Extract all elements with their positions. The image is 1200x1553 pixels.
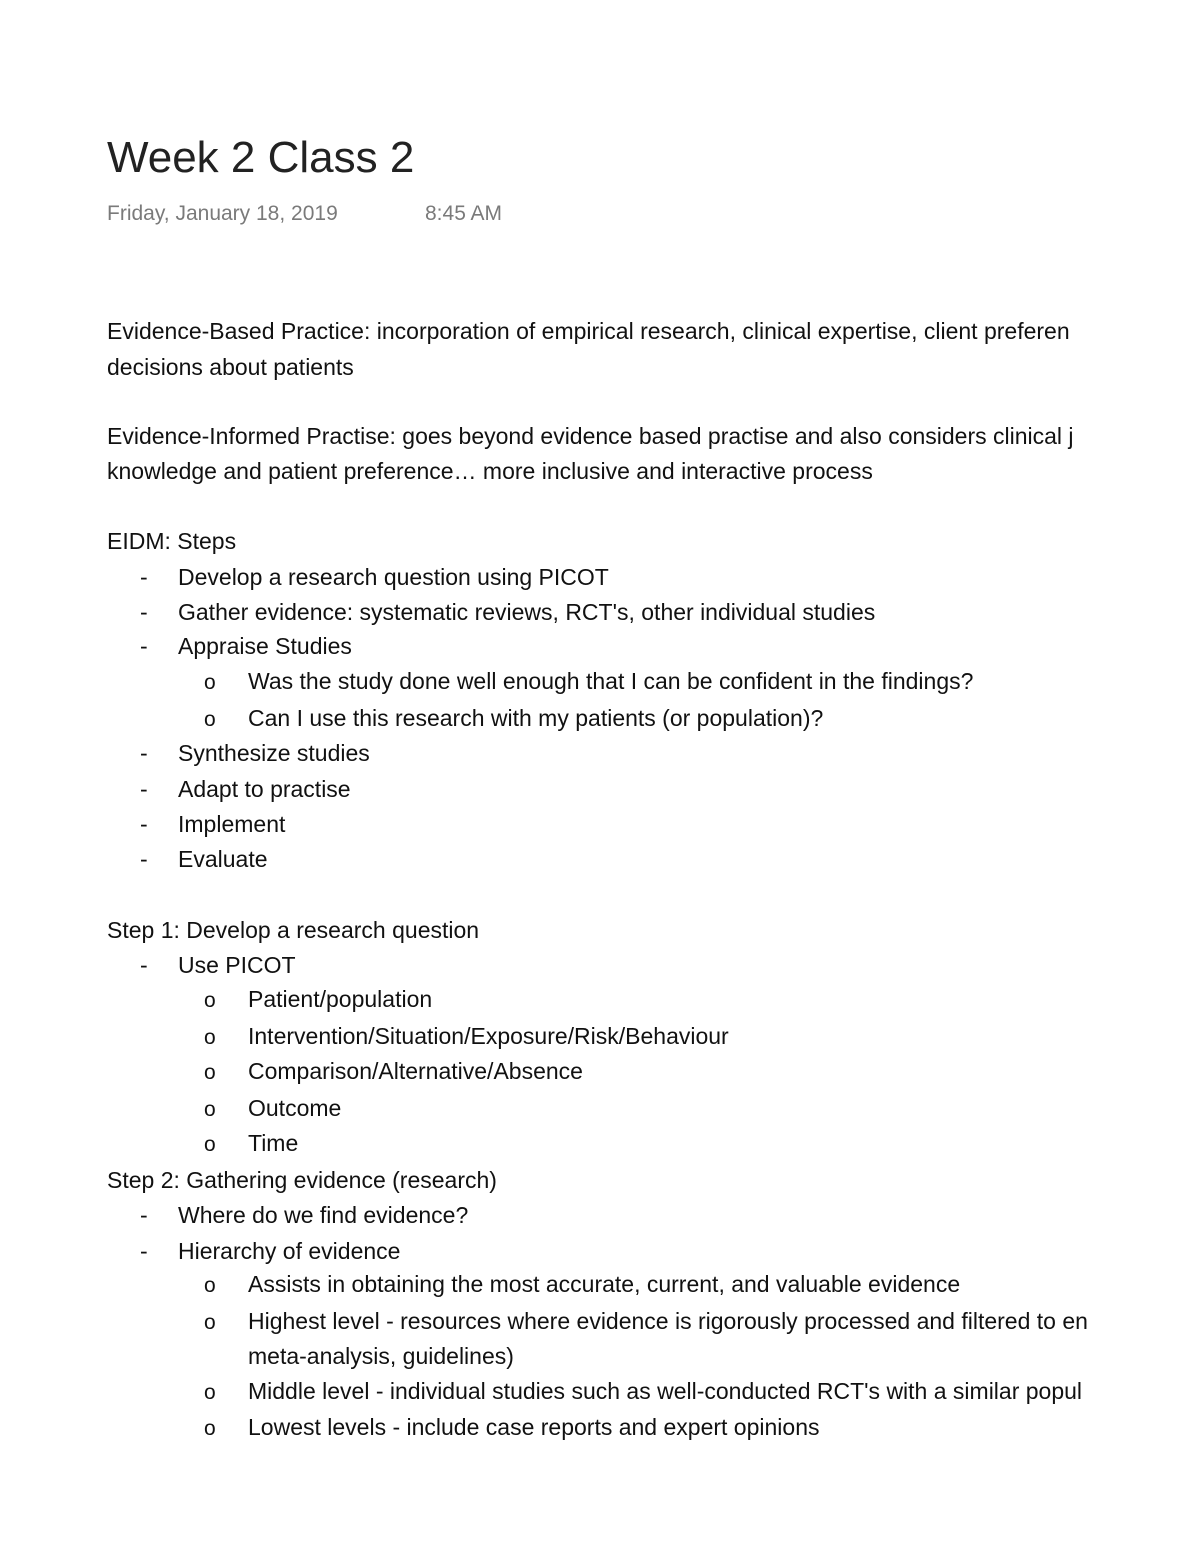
list-item: Develop a research question using PICOT [178, 564, 609, 590]
dash-bullet: - [140, 846, 148, 872]
eip-definition-line-2: knowledge and patient preference… more inclusive and interactive process [107, 458, 873, 484]
sub-list-item: Assists in obtaining the most accurate, current, and valuable evidence [248, 1271, 961, 1297]
list-item: Gather evidence: systematic reviews, RCT's, other individual studies [178, 599, 876, 625]
sub-list-item: Middle level - individual studies such as well-conducted RCT's with a similar popul [248, 1378, 1083, 1404]
dash-bullet: - [140, 599, 148, 625]
sub-list-item: Comparison/Alternative/Absence [248, 1058, 583, 1084]
circle-bullet: o [204, 1417, 216, 1440]
list-item: Appraise Studies [178, 633, 352, 659]
circle-bullet: o [204, 1381, 216, 1404]
sub-list-item: Intervention/Situation/Exposure/Risk/Behaviour [248, 1023, 729, 1049]
circle-bullet: o [204, 989, 216, 1012]
dash-bullet: - [140, 740, 148, 766]
sub-list-item: Highest level - resources where evidence is rigorously processed and filtered to en [248, 1308, 1088, 1334]
dash-bullet: - [140, 776, 148, 802]
sub-list-item: Can I use this research with my patients (or population)? [248, 705, 824, 731]
sub-list-item: Time [248, 1130, 299, 1156]
note-time: 8:45 AM [425, 202, 503, 225]
page-title: Week 2 Class 2 [107, 133, 415, 182]
step2-heading: Step 2: Gathering evidence (research) [107, 1167, 497, 1193]
sub-list-item: Patient/population [248, 986, 433, 1012]
circle-bullet: o [204, 708, 216, 731]
list-item: Hierarchy of evidence [178, 1238, 401, 1264]
note-date: Friday, January 18, 2019 [107, 202, 338, 225]
circle-bullet: o [204, 1026, 216, 1049]
list-item: Where do we find evidence? [178, 1202, 469, 1228]
dash-bullet: - [140, 952, 148, 978]
sub-list-item: Outcome [248, 1095, 342, 1121]
step1-heading: Step 1: Develop a research question [107, 917, 480, 943]
list-item: Implement [178, 811, 286, 837]
dash-bullet: - [140, 811, 148, 837]
circle-bullet: o [204, 1061, 216, 1084]
dash-bullet: - [140, 1202, 148, 1228]
circle-bullet: o [204, 1133, 216, 1156]
list-item: Use PICOT [178, 952, 296, 978]
eidm-heading: EIDM: Steps [107, 528, 237, 554]
dash-bullet: - [140, 1238, 148, 1264]
sub-list-item: Was the study done well enough that I can be confident in the findings? [248, 668, 974, 694]
ebp-definition-line-2: decisions about patients [107, 354, 354, 380]
list-item: Evaluate [178, 846, 268, 872]
sub-list-item-continuation: meta-analysis, guidelines) [248, 1343, 514, 1369]
circle-bullet: o [204, 1311, 216, 1334]
dash-bullet: - [140, 633, 148, 659]
list-item: Synthesize studies [178, 740, 370, 766]
ebp-definition-line-1: Evidence-Based Practice: incorporation of empirical research, clinical expertise, client preferen [107, 318, 1070, 344]
circle-bullet: o [204, 671, 216, 694]
eip-definition-line-1: Evidence-Informed Practise: goes beyond evidence based practise and also considers clinical j [107, 423, 1074, 449]
list-item: Adapt to practise [178, 776, 351, 802]
dash-bullet: - [140, 564, 148, 590]
circle-bullet: o [204, 1274, 216, 1297]
sub-list-item: Lowest levels - include case reports and expert opinions [248, 1414, 820, 1440]
circle-bullet: o [204, 1098, 216, 1121]
